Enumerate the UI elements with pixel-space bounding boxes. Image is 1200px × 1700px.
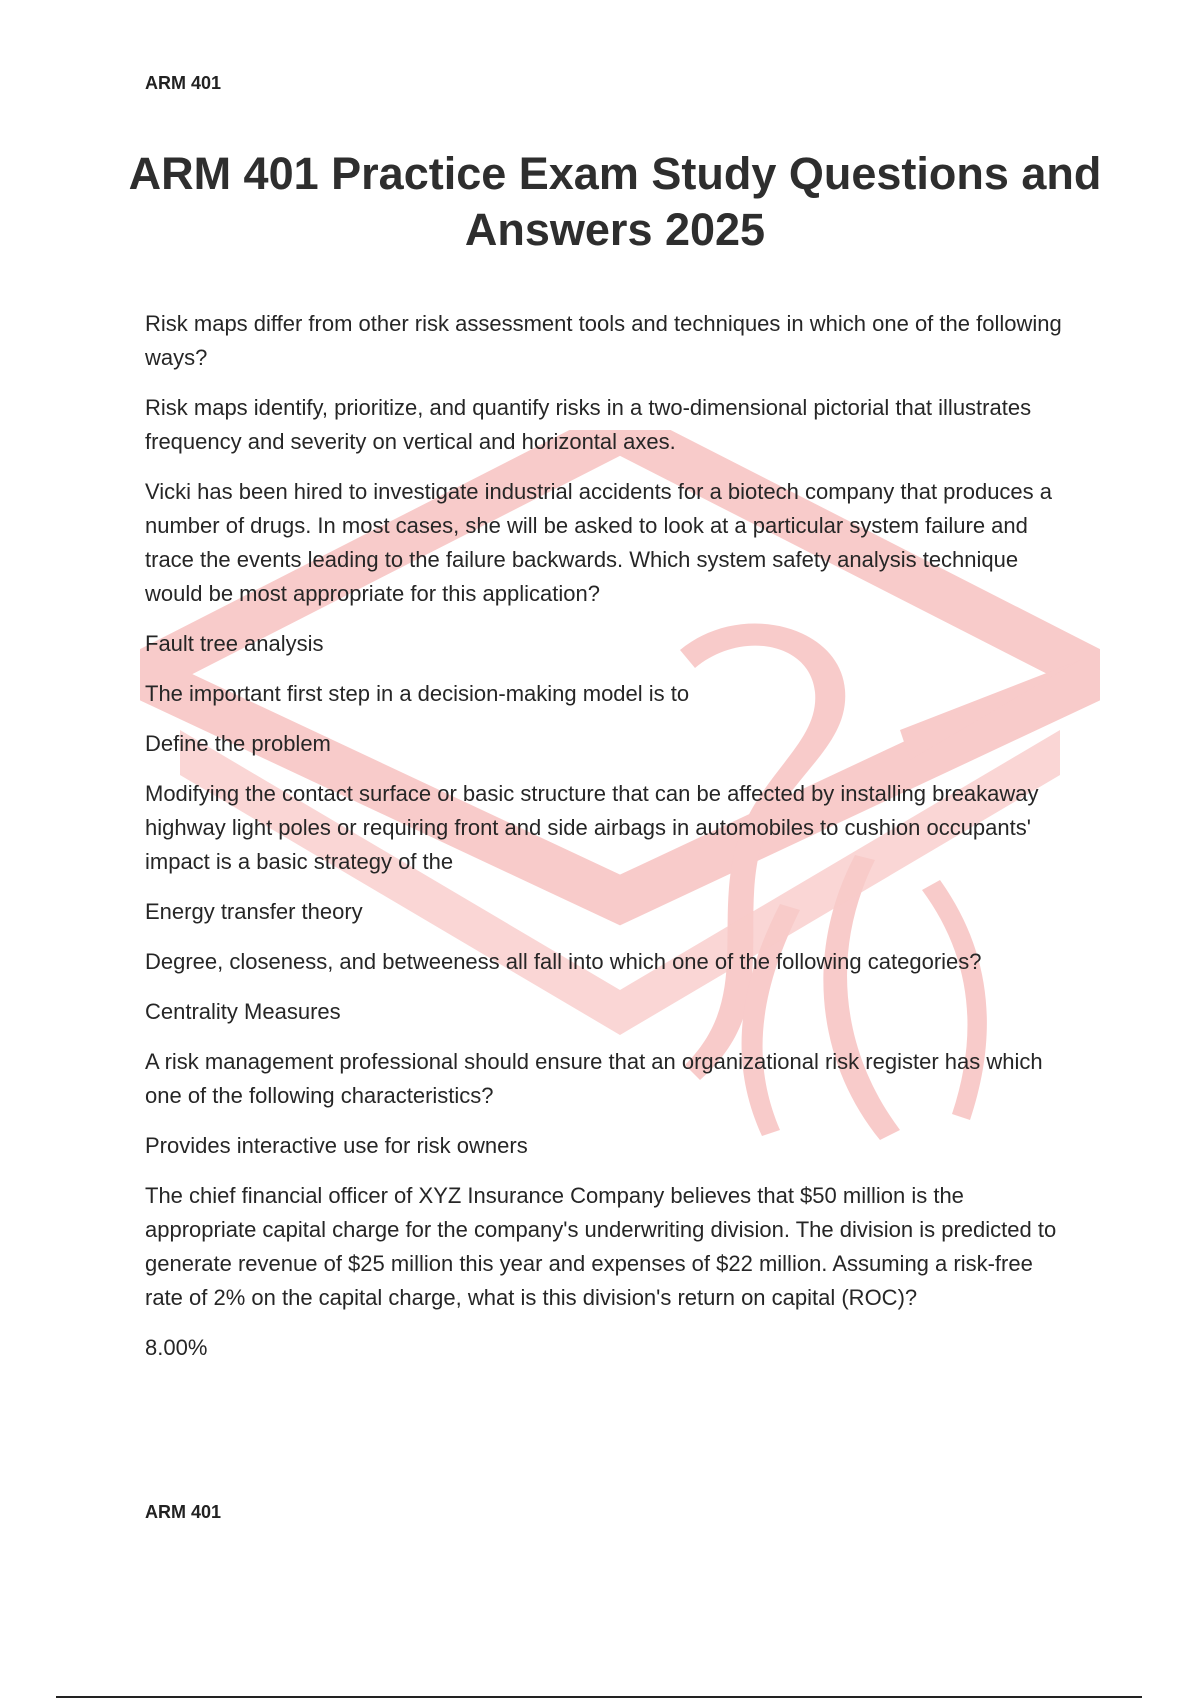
question-6: A risk management professional should ensure that an organizational risk register has which one of the following characteristics? [145, 1049, 1043, 1108]
question-2: Vicki has been hired to investigate industrial accidents for a biotech company that produces a number of drugs. In most cases, she will be asked to look at a particular system failure and trace the events leading to the failure backwards. Which system safety analysis technique would be most appropriate for this application? [145, 479, 1053, 606]
running-footer: ARM 401 [145, 1502, 222, 1522]
answer-1: Risk maps identify, prioritize, and quantify risks in a two-dimensional pictorial that illustrates frequency and severity on vertical and horizontal axes. [145, 395, 1032, 454]
answer-3: Define the problem [145, 731, 331, 756]
answer-2: Fault tree analysis [145, 631, 324, 656]
document-title: ARM 401 Practice Exam Study Questions and Answers 2025 [128, 148, 1102, 255]
running-header: ARM 401 [145, 73, 222, 93]
page-bottom-divider [56, 1696, 1142, 1698]
question-7: The chief financial officer of XYZ Insurance Company believes that $50 million is the appropriate capital charge for the company's underwriting division. The division is predicted to generate revenue of $25 million this year and expenses of $22 million. Assuming a risk-free rate of 2% on the capital charge, what is this division's return on capital (ROC)? [145, 1183, 1057, 1310]
answer-4: Energy transfer theory [145, 899, 363, 924]
answer-7: 8.00% [145, 1335, 208, 1360]
answer-5: Centrality Measures [145, 999, 341, 1024]
question-5: Degree, closeness, and betweeness all fall into which one of the following categories? [145, 949, 982, 974]
question-1: Risk maps differ from other risk assessment tools and techniques in which one of the following ways? [145, 311, 1062, 370]
qa-list [145, 307, 1065, 1381]
question-4: Modifying the contact surface or basic structure that can be affected by installing breakaway highway light poles or requiring front and side airbags in automobiles to cushion occupants' impact is a basic strategy of the [145, 781, 1039, 874]
question-3: The important first step in a decision-making model is to [145, 681, 690, 706]
answer-6: Provides interactive use for risk owners [145, 1133, 528, 1158]
